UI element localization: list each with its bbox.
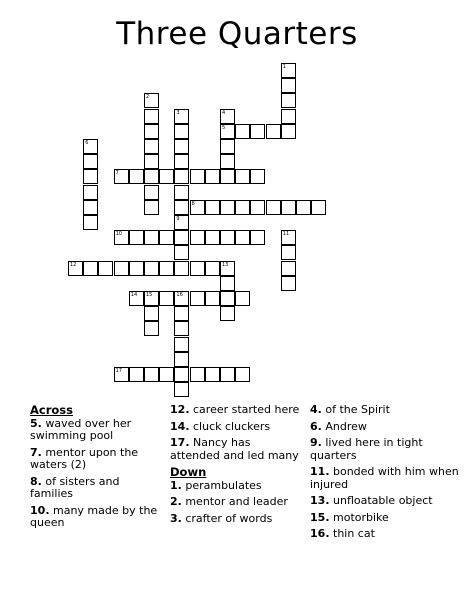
grid-cell[interactable] [220,109,235,124]
cell-number: 1 [282,64,286,70]
clue-text: mentor and leader [185,495,288,508]
grid-cell[interactable] [220,230,235,245]
clues-column-1 [30,404,160,534]
grid-cell[interactable] [174,261,189,276]
grid-cell[interactable] [174,124,189,139]
clue-text: cluck cluckers [193,419,271,433]
grid-cell[interactable] [205,291,220,306]
grid-cell[interactable] [281,63,296,78]
clue-down-4: 4. of the Spirit [310,403,390,416]
grid-cell[interactable] [311,200,326,215]
clue-text: waved over her swimming pool [30,416,132,442]
cell-number: 16 [176,292,183,298]
cell-number: 5 [222,124,226,131]
grid-cell[interactable] [144,139,159,154]
clue-number: 10 [30,503,46,517]
grid-cell[interactable] [281,78,296,93]
grid-cell[interactable] [190,200,205,215]
grid-cell[interactable] [114,261,129,276]
cell-number: 4 [222,109,226,116]
grid-cell[interactable] [190,291,205,306]
clue-text: of the Spirit [325,403,390,416]
grid-cell[interactable] [174,367,189,382]
grid-cell[interactable] [235,169,250,184]
clue-text: career started here [193,403,300,416]
down-heading: Down [170,465,207,479]
clue-number: 15 [310,510,326,524]
grid-cell[interactable] [220,276,235,291]
grid-cell[interactable] [281,230,296,245]
grid-cell[interactable] [296,200,311,215]
grid-cell[interactable] [144,321,159,336]
grid-cell[interactable] [205,367,220,382]
clue-text: perambulates [185,478,262,492]
grid-cell[interactable] [220,291,235,306]
grid-cell[interactable] [83,261,98,276]
grid-cell[interactable] [144,306,159,321]
clue-number: 9 [310,436,318,449]
clue-number: 14 [170,419,186,433]
cell-number: 6 [85,140,89,146]
clue-number: 17 [170,436,186,449]
clue-text: mentor upon the waters (2) [30,445,139,471]
grid-cell[interactable] [174,200,189,215]
cell-number: 13 [222,261,229,268]
clue-text: crafter of words [185,511,273,525]
grid-cell[interactable] [174,139,189,154]
puzzle-title: Three Quarters [116,16,358,52]
clue-number: 13 [310,494,326,507]
grid-cell[interactable] [68,261,83,276]
clue-text: motorbike [333,510,389,524]
grid-cell[interactable] [174,321,189,336]
clue-number: 7 [30,445,38,459]
grid-cell[interactable] [159,169,174,184]
clue-number: 6 [310,419,318,433]
clue-down-13: 13. unfloatable object [310,494,433,507]
clue-text: unfloatable object [333,494,433,507]
grid-cell[interactable] [220,367,235,382]
grid-cell[interactable] [129,261,144,276]
grid-cell[interactable] [174,306,189,321]
grid-cell[interactable] [205,230,220,245]
grid-cell[interactable] [83,139,98,154]
grid-cell[interactable] [144,185,159,200]
grid-cell[interactable] [144,169,159,184]
grid-cell[interactable] [144,200,159,215]
grid-cell[interactable] [114,367,129,382]
grid-cell[interactable] [235,367,250,382]
clue-down-9: 9. lived here in tight quarters [310,436,423,462]
grid-cell[interactable] [190,230,205,245]
cell-number: 2 [146,94,150,101]
grid-cell[interactable] [83,169,98,184]
clue-text: Nancy has attended and led many [170,436,299,462]
grid-cell[interactable] [114,230,129,245]
grid-cell[interactable] [144,109,159,124]
clue-down-2: 2. mentor and leader [170,495,288,508]
grid-cell[interactable] [266,200,281,215]
clue-text: bonded with him when injured [310,465,459,491]
grid-cell[interactable] [190,367,205,382]
grid-cell[interactable] [205,200,220,215]
grid-cell[interactable] [281,245,296,260]
clue-down-11: 11. bonded with him when injured [310,465,459,491]
clue-down-16: 16. thin cat [310,527,375,540]
grid-cell[interactable] [129,367,144,382]
grid-cell[interactable] [98,261,113,276]
grid-cell[interactable] [235,200,250,215]
grid-cell[interactable] [129,230,144,245]
grid-cell[interactable] [159,230,174,245]
grid-cell[interactable] [205,261,220,276]
clue-across-17: 17. Nancy has attended and led many [170,436,299,462]
clue-down-15: 15. motorbike [310,510,389,524]
clue-across-10: 10. many made by the queen [30,503,158,529]
grid-cell[interactable] [144,261,159,276]
clue-across-14: 14. cluck cluckers [170,419,271,433]
grid-cell[interactable] [174,169,189,184]
grid-cell[interactable] [250,200,265,215]
grid-cell[interactable] [220,154,235,169]
clue-across-12: 12. career started here [170,403,300,416]
grid-cell[interactable] [281,109,296,124]
grid-cell[interactable] [235,230,250,245]
grid-cell[interactable] [144,230,159,245]
grid-cell[interactable] [83,154,98,169]
clues-column-3 [310,404,460,545]
grid-cell[interactable] [144,154,159,169]
grid-cell[interactable] [250,169,265,184]
cell-number: 7 [115,170,119,177]
clue-number: 3 [170,511,178,525]
grid-cell[interactable] [220,200,235,215]
clue-number: 11 [310,465,326,478]
grid-cell[interactable] [281,276,296,291]
clue-text: of sisters and families [30,474,120,500]
grid-cell[interactable] [174,154,189,169]
cell-number: 9 [176,216,180,222]
grid-cell[interactable] [281,93,296,108]
grid-cell[interactable] [281,200,296,215]
clue-number: 16 [310,527,326,540]
grid-cell[interactable] [144,93,159,108]
cell-number: 12 [70,261,77,268]
grid-cell[interactable] [220,124,235,139]
clue-down-1: 1. perambulates [170,478,262,492]
clue-text: lived here in tight quarters [310,436,423,462]
cell-number: 11 [282,231,290,238]
clues-column-2 [170,404,302,529]
clue-across-5: 5. waved over her swimming pool [30,416,132,442]
grid-cell[interactable] [159,291,174,306]
grid-cell[interactable] [144,367,159,382]
grid-cell[interactable] [281,261,296,276]
grid-cell[interactable] [174,352,189,367]
clue-number: 8 [30,474,38,488]
cell-number: 3 [176,109,180,116]
clue-number: 2 [170,495,178,508]
grid-cell[interactable] [266,124,281,139]
grid-cell[interactable] [220,261,235,276]
grid-cell[interactable] [174,230,189,245]
grid-cell[interactable] [174,109,189,124]
grid-cell[interactable] [83,215,98,230]
grid-cell[interactable] [205,169,220,184]
grid-cell[interactable] [174,291,189,306]
grid-cell[interactable] [220,306,235,321]
grid-cell[interactable] [83,200,98,215]
cell-number: 15 [146,292,153,298]
grid-cell[interactable] [129,291,144,306]
clue-text: Andrew [325,419,367,433]
grid-cell[interactable] [174,337,189,352]
cell-number: 8 [191,200,195,207]
grid-cell[interactable] [83,185,98,200]
grid-cell[interactable] [250,124,265,139]
clue-down-3: 3. crafter of words [170,511,273,525]
clue-number: 1 [170,478,178,492]
grid-cell[interactable] [220,169,235,184]
grid-cell[interactable] [129,169,144,184]
cell-number: 17 [115,368,122,374]
grid-cell[interactable] [220,139,235,154]
cell-number: 14 [130,292,138,298]
clue-number: 12 [170,403,186,416]
clue-down-6: 6. Andrew [310,419,367,433]
clue-text: thin cat [333,527,375,540]
grid-cell[interactable] [174,382,189,397]
clue-across-7: 7. mentor upon the waters (2) [30,445,139,471]
grid-cell[interactable] [144,124,159,139]
across-heading: Across [30,403,73,417]
grid-cell[interactable] [174,185,189,200]
grid-cell[interactable] [159,261,174,276]
grid-cell[interactable] [159,367,174,382]
grid-cell[interactable] [281,124,296,139]
grid-cell[interactable] [235,291,250,306]
clue-number: 5 [30,416,38,430]
grid-cell[interactable] [144,291,159,306]
grid-cell[interactable] [174,245,189,260]
grid-cell[interactable] [174,215,189,230]
clue-text: many made by the queen [30,503,158,529]
grid-cell[interactable] [250,230,265,245]
grid-cell[interactable] [190,261,205,276]
clue-number: 4 [310,403,318,416]
grid-cell[interactable] [190,169,205,184]
cell-number: 10 [115,231,122,238]
clue-across-8: 8. of sisters and families [30,474,120,500]
grid-cell[interactable] [235,124,250,139]
grid-cell[interactable] [114,169,129,184]
